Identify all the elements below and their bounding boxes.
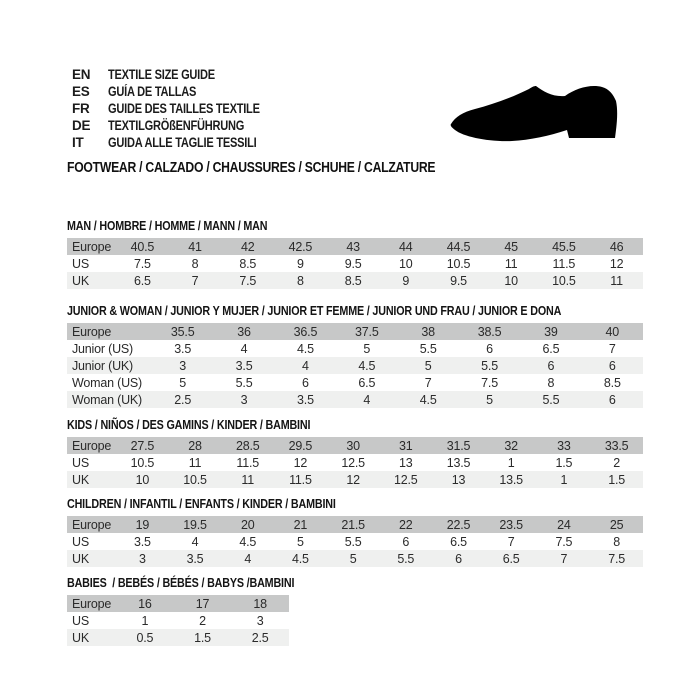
table-row-woman-uk xyxy=(67,391,643,408)
table-row-uk xyxy=(67,629,289,646)
size-cell: 6.5 xyxy=(133,273,151,288)
table-row-junior-uk xyxy=(67,357,643,374)
size-cell: 7 xyxy=(560,551,568,566)
size-cell: 5 xyxy=(486,392,493,407)
size-cell: 3.5 xyxy=(186,551,204,566)
size-cell: 8.5 xyxy=(239,256,257,271)
size-cell: 9.5 xyxy=(450,273,467,288)
size-cell: 5.5 xyxy=(397,551,415,566)
size-cell: 5.5 xyxy=(481,358,498,373)
size-cell: 6 xyxy=(486,341,493,356)
size-cell: 31 xyxy=(399,438,413,453)
language-guide-title: GUÍA DE TALLAS xyxy=(108,84,197,99)
language-guide-title: TEXTILE SIZE GUIDE xyxy=(108,67,215,82)
size-cell: 36 xyxy=(237,324,251,339)
size-cell: 32 xyxy=(504,438,518,453)
size-cell: 19 xyxy=(135,517,150,532)
size-cell: 8 xyxy=(297,273,304,288)
size-cell: 0.5 xyxy=(136,630,154,645)
language-row xyxy=(72,117,293,134)
table-row-junior-us xyxy=(67,340,643,357)
size-cell: 11 xyxy=(188,455,202,470)
size-cell: 33.5 xyxy=(604,438,629,453)
row-label: UK xyxy=(72,551,89,566)
size-cell: 5.5 xyxy=(542,392,560,407)
size-cell: 41 xyxy=(188,239,202,254)
size-cell: 36.5 xyxy=(293,324,318,339)
size-cell: 2 xyxy=(199,613,206,628)
size-cell: 16 xyxy=(138,596,152,611)
size-table-man xyxy=(67,238,643,289)
size-cell: 46 xyxy=(609,239,624,254)
size-cell: 1 xyxy=(560,472,568,487)
size-cell: 12 xyxy=(609,256,624,271)
size-cell: 1.5 xyxy=(555,455,573,470)
size-cell: 7.5 xyxy=(133,256,151,271)
size-cell: 27.5 xyxy=(130,438,155,453)
dress-shoe-icon xyxy=(449,84,625,144)
size-cell: 42 xyxy=(240,239,255,254)
size-cell: 12 xyxy=(293,455,308,470)
size-cell: 40.5 xyxy=(130,239,155,254)
size-cell: 29.5 xyxy=(288,438,313,453)
size-cell: 10.5 xyxy=(183,472,207,487)
size-cell: 7.5 xyxy=(481,375,498,390)
size-table-title: BABIES / BEBÉS / BÉBÉS / BABYS /BAMBINI xyxy=(67,576,295,590)
size-cell: 2 xyxy=(613,455,620,470)
table-row-europe xyxy=(67,437,643,454)
size-cell: 5.5 xyxy=(235,375,253,390)
size-cell: 10 xyxy=(135,472,150,487)
size-cell: 4 xyxy=(363,392,371,407)
table-row-europe xyxy=(67,238,643,255)
size-cell: 11.5 xyxy=(552,256,576,271)
table-row-europe xyxy=(67,516,643,533)
size-cell: 17 xyxy=(195,596,210,611)
row-label: Europe xyxy=(72,324,112,339)
size-cell: 10.5 xyxy=(130,455,155,470)
size-cell: 23.5 xyxy=(499,517,523,532)
size-cell: 7 xyxy=(608,341,616,356)
language-code: IT xyxy=(72,135,84,150)
row-label: Junior (US) xyxy=(72,341,134,356)
size-cell: 3 xyxy=(256,613,264,628)
size-cell: 5 xyxy=(424,358,432,373)
row-label: UK xyxy=(72,472,89,487)
size-table-section-children xyxy=(67,498,643,567)
size-cell: 7 xyxy=(507,534,515,549)
size-cell: 18 xyxy=(253,596,267,611)
row-label: UK xyxy=(72,630,89,645)
size-cell: 13 xyxy=(399,455,413,470)
table-row-us xyxy=(67,255,643,272)
size-cell: 11 xyxy=(504,256,518,271)
size-table-section-man xyxy=(67,220,643,289)
size-cell: 7.5 xyxy=(239,273,257,288)
size-table-title: JUNIOR & WOMAN / JUNIOR Y MUJER / JUNIOR ET FEMME / JUNIOR UND FRAU / JUNIOR E DONA xyxy=(67,304,562,318)
size-cell: 1 xyxy=(141,613,149,628)
size-cell: 3 xyxy=(138,551,146,566)
size-cell: 1 xyxy=(507,455,515,470)
size-cell: 7 xyxy=(191,273,199,288)
language-row xyxy=(72,100,293,117)
language-row xyxy=(72,66,293,83)
size-cell: 11.5 xyxy=(236,455,260,470)
size-cell: 44 xyxy=(399,239,413,254)
size-table-title: MAN / HOMBRE / HOMME / MANN / MAN xyxy=(67,219,268,233)
row-label: US xyxy=(72,534,89,549)
size-cell: 5.5 xyxy=(419,341,437,356)
size-cell: 5 xyxy=(349,551,357,566)
size-cell: 20 xyxy=(240,517,255,532)
size-cell: 13.5 xyxy=(446,455,471,470)
size-cell: 33 xyxy=(557,438,571,453)
size-cell: 5 xyxy=(179,375,187,390)
size-cell: 11 xyxy=(610,273,623,288)
size-cell: 13 xyxy=(451,472,466,487)
size-cell: 45.5 xyxy=(552,239,576,254)
size-cell: 11 xyxy=(241,472,254,487)
size-table-title: KIDS / NIÑOS / DES GAMINS / KINDER / BAMBINI xyxy=(67,418,311,432)
size-cell: 10 xyxy=(504,273,518,288)
size-cell: 8.5 xyxy=(344,273,362,288)
row-label: UK xyxy=(72,273,89,288)
size-table-section-junior-woman xyxy=(67,305,643,408)
size-cell: 1.5 xyxy=(608,472,625,487)
table-row-us xyxy=(67,454,643,471)
size-cell: 43 xyxy=(346,239,360,254)
category-heading: FOOTWEAR / CALZADO / CHAUSSURES / SCHUHE / CALZATURE xyxy=(67,160,436,176)
size-cell: 21 xyxy=(293,517,308,532)
row-label: Woman (US) xyxy=(72,375,143,390)
size-cell: 40 xyxy=(605,324,620,339)
size-cell: 6.5 xyxy=(450,534,467,549)
size-cell: 12.5 xyxy=(394,472,418,487)
size-cell: 3.5 xyxy=(235,358,253,373)
row-label: US xyxy=(72,256,89,271)
size-cell: 4.5 xyxy=(358,358,376,373)
size-cell: 3 xyxy=(179,358,187,373)
size-cell: 6 xyxy=(402,534,410,549)
size-cell: 2.5 xyxy=(251,630,269,645)
language-code: DE xyxy=(72,118,91,133)
size-table-junior-woman xyxy=(67,323,643,408)
size-table-title: CHILDREN / INFANTIL / ENFANTS / KINDER / BAMBINI xyxy=(67,497,336,511)
size-cell: 5.5 xyxy=(344,534,362,549)
size-cell: 31.5 xyxy=(446,438,471,453)
row-label: US xyxy=(72,613,89,628)
table-row-us xyxy=(67,612,289,629)
size-cell: 39 xyxy=(544,324,558,339)
size-table-kids xyxy=(67,437,643,488)
row-label: Europe xyxy=(72,596,112,611)
size-cell: 6 xyxy=(608,358,616,373)
language-row xyxy=(72,134,293,151)
size-cell: 9.5 xyxy=(344,256,362,271)
language-code: ES xyxy=(72,84,90,99)
size-cell: 4.5 xyxy=(239,534,257,549)
size-cell: 9 xyxy=(402,273,410,288)
size-cell: 12 xyxy=(346,472,360,487)
size-cell: 5 xyxy=(297,534,304,549)
size-cell: 4 xyxy=(191,534,199,549)
size-cell: 4.5 xyxy=(292,551,309,566)
size-cell: 21.5 xyxy=(341,517,365,532)
language-title-list xyxy=(72,66,293,151)
size-cell: 10.5 xyxy=(552,273,576,288)
size-table-children xyxy=(67,516,643,567)
size-cell: 8 xyxy=(613,534,620,549)
size-cell: 7 xyxy=(424,375,432,390)
language-code: FR xyxy=(72,101,90,116)
size-cell: 7.5 xyxy=(608,551,625,566)
size-cell: 4.5 xyxy=(297,341,314,356)
size-cell: 6.5 xyxy=(358,375,376,390)
size-cell: 25 xyxy=(609,517,624,532)
table-row-us xyxy=(67,533,643,550)
language-guide-title: GUIDA ALLE TAGLIE TESSILI xyxy=(108,135,257,150)
size-cell: 24 xyxy=(557,517,571,532)
size-cell: 8 xyxy=(547,375,555,390)
size-cell: 8.5 xyxy=(603,375,621,390)
size-cell: 3.5 xyxy=(174,341,192,356)
size-cell: 2.5 xyxy=(174,392,192,407)
size-cell: 4 xyxy=(302,358,309,373)
row-label: Junior (UK) xyxy=(72,358,134,373)
size-cell: 13.5 xyxy=(499,472,523,487)
row-label: Europe xyxy=(72,517,112,532)
row-label: Europe xyxy=(72,438,112,453)
size-cell: 28 xyxy=(188,438,202,453)
size-cell: 38 xyxy=(421,324,435,339)
size-cell: 38.5 xyxy=(477,324,502,339)
language-guide-title: GUIDE DES TAILLES TEXTILE xyxy=(108,101,260,116)
size-cell: 3.5 xyxy=(133,534,151,549)
size-cell: 3 xyxy=(240,392,248,407)
size-cell: 19.5 xyxy=(183,517,207,532)
size-table-section-babies xyxy=(67,577,331,646)
size-cell: 35.5 xyxy=(170,324,195,339)
row-label: Europe xyxy=(72,239,112,254)
size-cell: 5 xyxy=(363,341,371,356)
size-cell: 4 xyxy=(240,341,248,356)
size-table-section-kids xyxy=(67,419,643,488)
size-cell: 30 xyxy=(346,438,360,453)
size-cell: 12.5 xyxy=(341,455,365,470)
size-table-babies xyxy=(67,595,289,646)
size-cell: 28.5 xyxy=(235,438,260,453)
size-cell: 7.5 xyxy=(555,534,573,549)
size-cell: 6.5 xyxy=(502,551,520,566)
table-row-uk xyxy=(67,272,643,289)
language-code: EN xyxy=(72,67,91,82)
size-cell: 6 xyxy=(455,551,462,566)
language-guide-title: TEXTILGRÖßENFÜHRUNG xyxy=(108,118,245,133)
size-cell: 4 xyxy=(244,551,252,566)
table-row-woman-us xyxy=(67,374,643,391)
language-row xyxy=(72,83,293,100)
size-cell: 45 xyxy=(504,239,518,254)
table-row-europe xyxy=(67,323,643,340)
size-cell: 6 xyxy=(302,375,309,390)
size-cell: 9 xyxy=(297,256,304,271)
size-cell: 10.5 xyxy=(446,256,471,271)
table-row-uk xyxy=(67,471,643,488)
size-cell: 1.5 xyxy=(194,630,211,645)
size-cell: 6 xyxy=(547,358,555,373)
size-cell: 44.5 xyxy=(446,239,471,254)
row-label: Woman (UK) xyxy=(72,392,143,407)
size-cell: 6 xyxy=(608,392,616,407)
size-cell: 11.5 xyxy=(289,472,312,487)
size-cell: 6.5 xyxy=(542,341,560,356)
table-row-uk xyxy=(67,550,643,567)
table-row-europe xyxy=(67,595,289,612)
size-cell: 22.5 xyxy=(446,517,471,532)
size-cell: 22 xyxy=(399,517,413,532)
size-cell: 4.5 xyxy=(419,392,437,407)
size-cell: 42.5 xyxy=(288,239,313,254)
size-cell: 37.5 xyxy=(355,324,379,339)
size-cell: 3.5 xyxy=(297,392,314,407)
row-label: US xyxy=(72,455,89,470)
size-cell: 10 xyxy=(399,256,413,271)
size-cell: 8 xyxy=(191,256,199,271)
